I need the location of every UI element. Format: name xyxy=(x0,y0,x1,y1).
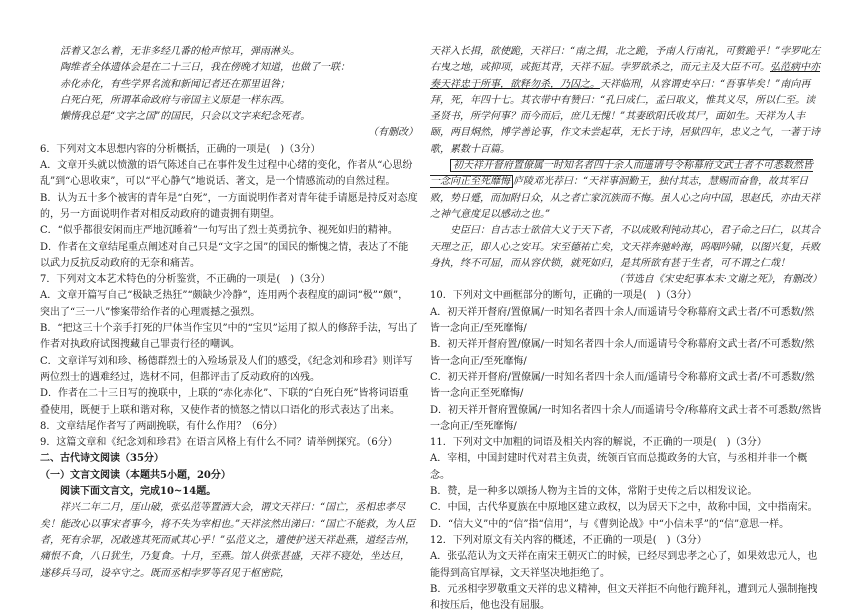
poem-line: 白死白死，所谓革命政府与帝国主义原是一样东西。 xyxy=(60,94,290,106)
boxed-passage: 初天祥开督府置僚属一时知名者四十余人而遥请号令称幕府文武士者不可悉数然皆一念向正至死靡悔 xyxy=(430,160,813,188)
question-10-option-c: C．初天祥开督府/置僚属/一时知名者四十余人而/遥请号令称幕府文武士者/不可悉数/然皆一念向正至死靡悔/ xyxy=(430,371,815,400)
question-11-option-c: C．中国，古代华夏族在中原地区建立政权，以为居天下之中，故称中国，文中指南宋。 xyxy=(430,502,818,514)
poem-line: 活着又怎么着，无非多经几番的枪声惊耳，弹雨淋头。 xyxy=(60,46,300,57)
classical-text-part-2 xyxy=(430,44,822,158)
classical-text-span: 庐陵邓光荐曰：“天祥事洄勤王，独付其志，慧赐而奋鲁，故其军日败，势日蹙，而加附日众，从之者亡家沉族而不悔。虽人心之向中国，思赵氏，亦由天祥之神气意度足以感动之也。” xyxy=(430,176,820,220)
question-9: 9．这篇文章和《纪念刘和珍君》在语言风格上有什么不同？请举例探究。（6分） xyxy=(40,437,398,449)
poem-line: 赤化赤化，有些学界名流和新闻记者还在那里诅咎； xyxy=(60,78,290,90)
question-7-stem: 7．下列对文本艺术特色的分析鉴赏，不正确的一项是( )（3分） xyxy=(40,274,331,286)
classical-text-span: 天祥入长揖，欲使跪，天祥曰：“南之揖，北之跪，予南人行南礼，可赘跪乎！”孛罗叱左右曳之地，或抑项，或扼其背，天祥不屈。孛罗欲杀之，而元主及大臣不可。 xyxy=(430,46,821,74)
reading-instruction: 阅读下面文言文，完成10~14题。 xyxy=(60,486,217,498)
question-7-option-b: B．“把这三十个亲手打死的尸体当作宝贝”中的“宝贝”运用了拟人的修辞手法，写出了作者对执政府试图搜藏自己罪责行径的嘲讽。 xyxy=(40,323,418,351)
source-note: （有删改） xyxy=(368,127,418,139)
question-6-option-c: C．“似乎都很安闲而庄严地沉睡着”一句写出了烈士英勇抗争、视死如归的精神。 xyxy=(40,225,398,237)
question-11-option-b: B．赞，是一种多以颂扬人物为主旨的文体，常附于史传之后以相发议论。 xyxy=(430,486,758,498)
right-column xyxy=(430,44,822,614)
poem-line: 懒惰我总是“文字之国”的国民，只会以文字来纪念死者。 xyxy=(60,111,311,123)
question-7-option-c: C．文章详写刘和珍、杨德群烈士的入殓场景及人们的感受，《纪念刘和珍君》则详写两位烈士的遇难经过，选材不同，但都评击了反动政府的凶残。 xyxy=(40,355,413,383)
question-7-option-a: A．文章开篇写自己“极缺乏热狂”“颇缺少冷静”，连用两个表程度的副词“极”“颇”，突出了“三一八”惨案带给作者的心理震撼之强烈。 xyxy=(40,290,409,318)
question-12-option-b: B．元丞相孛罗敬重文天祥的忠义精神，但文天祥拒不向他行跪拜礼，遭到元人强制拖拽和按压后，他也没有屈服。 xyxy=(430,583,818,612)
question-10-option-a: A．初天祥开督府/置僚属/一时知名者四十余人/而遥请号令称幕府文武士者/不可悉数/然皆一念向正/至死靡悔/ xyxy=(430,306,815,335)
question-11-option-a: A．宰相，中国封建时代对君主负责，统领百官而总揽政务的大官，与丞相并非一个概念。 xyxy=(430,453,808,481)
underlined-sentence: 弘范病中亦奏天祥忠于所事，欲释勿杀，乃囚之。 xyxy=(430,62,820,90)
question-10-stem: 10．下列对文中画框部分的断句，正确的一项是( )（3分） xyxy=(430,290,697,302)
question-12-stem: 12．下列对原文有关内容的概述，不正确的一项是( )（3分） xyxy=(430,534,707,546)
question-10-option-d: D．初天祥开督府置僚属/一时知名者四十余人/而遥请号令/称幕府文武士者不可悉数/然皆一念向正/至死靡悔/ xyxy=(430,404,822,432)
section-heading: 二、古代诗文阅读（35分） xyxy=(40,453,164,465)
question-10-option-b: B．初天祥开督府置/僚属/一时知名者四十余人/而遥请号令称幕府文武士者/不可悉数/然皆一念向正/至死靡悔/ xyxy=(430,339,815,367)
question-11-stem: 11．下列对文中加粗的词语及相关内容的解说，不正确的一项是( )（3分） xyxy=(430,437,767,449)
question-6-option-a: A．文章开头就以愤激的语气陈述自己在事件发生过程中心绪的变化，作者从“心思纷乱”到“心思收束”，可以“平心静气”地说话、著文，是一个情感流动的自然过程。 xyxy=(40,160,413,188)
subsection-heading: （一）文言文阅读（本题共5小题，20分） xyxy=(40,469,231,481)
classical-text-part-4: 史臣曰：自古志士欲信大义于天下者，不以成败利钝动其心，君子命之曰仁，以其合天理之正，即人心之安耳。宋至德祐亡矣，文天祥奔驰岭海，呜咽吟啸，以图兴复，兵败身执，终不可屈，而从容伏锁，就死如归，是其所欲有甚于生者，可不谓之仁哉！ xyxy=(430,225,820,269)
classical-source-note: （节选自《宋史纪事本末·文谢之死》，有删改） xyxy=(613,274,822,286)
classical-text-span: 天祥临刑，从容谓吏卒曰：“吾事毕矣！”南向再拜，死，年四十七。其衣带中有赞曰：“孔曰成仁，孟曰取义，惟其义尽，所以仁至。读圣贤书，所学何事？而今而后，庶几无愧！”其妻欧阳氏收其尸，面如生。天祥为人丰颐，两目烔然，博学善论事，作文未尝起草，无长于诗，居狱四年，忠义之气，一著于诗歌，累数十百篇。 xyxy=(430,78,820,155)
question-6-option-d: D．作者在文章结尾重点阐述对自己只是“文字之国”的国民的惭愧之情，表达了不能以武力反抗反动政府的无奈和痛苦。 xyxy=(40,241,409,269)
question-6-stem: 6．下列对文本思想内容的分析概括，正确的一项是( )（3分） xyxy=(40,143,321,155)
poem-line: 陶维者全体遗体会是在二十三日，我在傍晚才知道，也做了一联： xyxy=(60,62,350,74)
question-11-option-d: D．“信大义”中的“信”指“信用”，与《曹刿论战》中“小信未孚”的“信”意思一样。 xyxy=(430,518,790,530)
question-6-option-b: B．认为五十多个被害的青年是“白死”，一方面说明作者对青年徒手请愿是持反对态度的，另一方面说明作者对相反动政府的谴责拥有期望。 xyxy=(40,192,418,220)
classical-text-part-1: 祥兴二年二月，厓山破，张弘范等置酒大会，谓文天祥曰：“国亡，丞相忠孝尽矣！能改心以事宋者事今，将不失为宰相也。”天祥泫然出涕曰：“国亡不能救，为人臣者，死有余罪，况敢逃其死而贰其心乎！”弘范义之，遣使护送天祥赴燕，道经吉州，痛恨不食，八日犹生，乃复食。十月，至燕。馆人供张甚盛，天祥不寝处，坐达旦，遂移兵马司，设卒守之。既而丞相孛罗等召见于枢密院， xyxy=(40,502,416,579)
classical-text-part-3 xyxy=(430,158,822,223)
question-7-option-d: D．作者在二十三日写的挽联中，上联的“赤化赤化”、下联的“白死白死”皆将词语重叠使用，既便于上联和谐对称，又使作者的愤怒之情以口语化的形式表达了出来。 xyxy=(40,388,409,416)
question-8: 8．文章结尾作者写了两副挽联，有什么作用？（6分） xyxy=(40,420,283,432)
question-12-option-a: A．张弘范认为文天祥在南宋王朝灭亡的时候，已经尽到忠孝之心了，如果效忠元人，也能得到高官厚禄，文天祥坚决地拒绝了。 xyxy=(430,551,818,579)
left-column xyxy=(40,44,418,582)
